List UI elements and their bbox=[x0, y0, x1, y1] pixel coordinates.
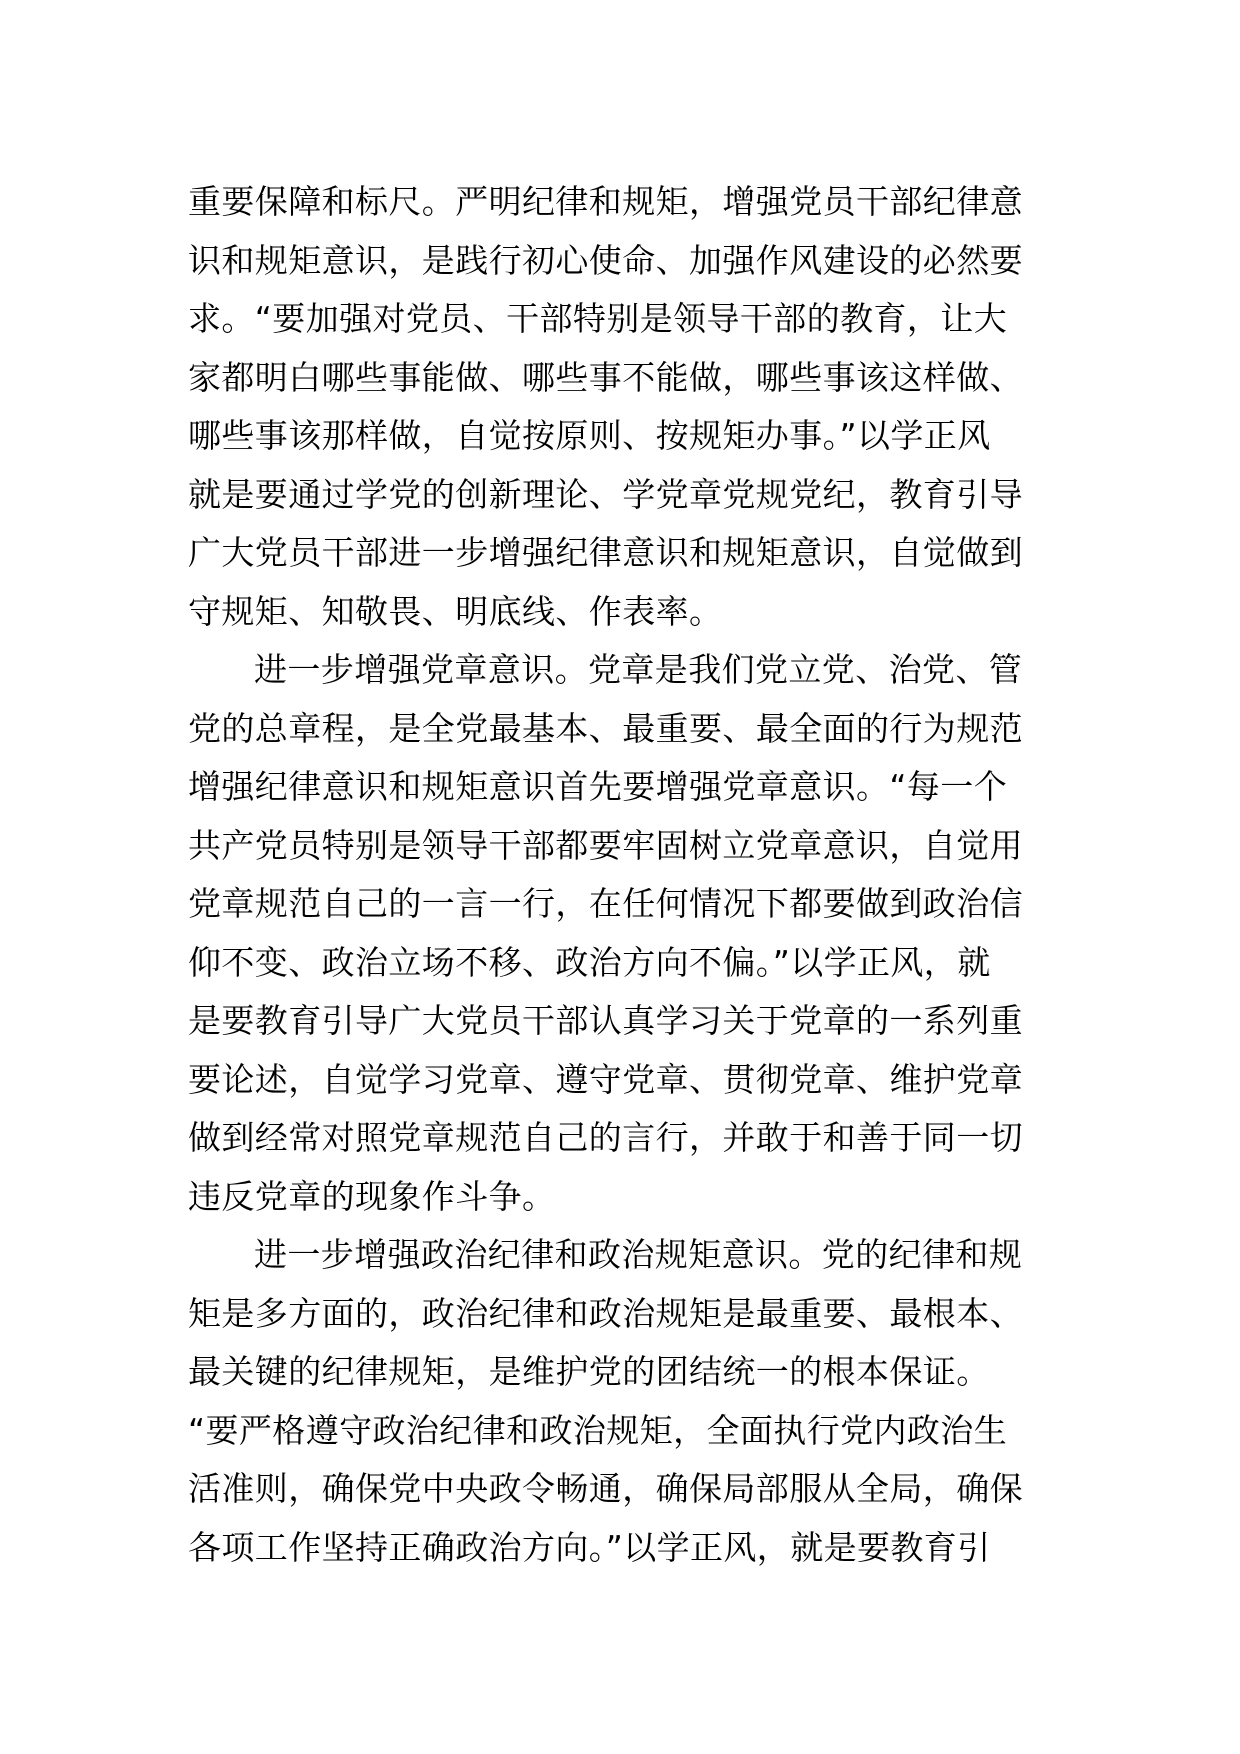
text-line: 最关键的纪律规矩，是维护党的团结统一的根本保证。 bbox=[188, 1352, 990, 1391]
text-line: 是要教育引导广大党员干部认真学习关于党章的一系列重 bbox=[188, 1001, 1023, 1040]
text-line: “要严格遵守政治纪律和政治规矩，全面执行党内政治生 bbox=[188, 1410, 1008, 1450]
text-line: 违反党章的现象作斗争。 bbox=[188, 1176, 556, 1216]
text-line: 家都明白哪些事能做、哪些事不能做，哪些事该这样做、 bbox=[188, 357, 1023, 397]
text-line: 识和规矩意识，是践行初心使命、加强作风建设的必然要 bbox=[188, 240, 1023, 280]
text-line: 活准则，确保党中央政令畅通，确保局部服从全局，确保 bbox=[188, 1469, 1023, 1508]
body-text bbox=[188, 173, 1068, 1577]
text-line: 做到经常对照党章规范自己的言行，并敢于和善于同一切 bbox=[188, 1118, 1023, 1157]
text-line: 仰不变、政治立场不移、政治方向不偏。”以学正风，就 bbox=[188, 942, 991, 982]
paragraph-start-line: 进一步增强党章意识。党章是我们党立党、治党、管 bbox=[254, 650, 1023, 689]
paragraph-start-line: 进一步增强政治纪律和政治规矩意识。党的纪律和规 bbox=[254, 1235, 1023, 1274]
text-line: 重要保障和标尺。严明纪律和规矩，增强党员干部纪律意 bbox=[188, 182, 1023, 221]
text-line: 党的总章程，是全党最基本、最重要、最全面的行为规范 bbox=[188, 708, 1023, 748]
text-line: 要论述，自觉学习党章、遵守党章、贯彻党章、维护党章 bbox=[188, 1059, 1023, 1099]
text-line: 哪些事该那样做，自觉按原则、按规矩办事。”以学正风 bbox=[188, 416, 991, 455]
text-line: 就是要通过学党的创新理论、学党章党规党纪，教育引导 bbox=[188, 474, 1023, 514]
text-line: 增强纪律意识和规矩意识首先要增强党章意识。“每一个 bbox=[188, 767, 1008, 806]
text-line: 广大党员干部进一步增强纪律意识和规矩意识，自觉做到 bbox=[188, 533, 1023, 572]
text-line: 求。“要加强对党员、干部特别是领导干部的教育，让大 bbox=[188, 299, 1008, 338]
text-line: 党章规范自己的一言一行，在任何情况下都要做到政治信 bbox=[188, 884, 1023, 923]
text-line: 各项工作坚持正确政治方向。”以学正风，就是要教育引 bbox=[188, 1527, 991, 1567]
text-line: 共产党员特别是领导干部都要牢固树立党章意识，自觉用 bbox=[188, 825, 1023, 865]
text-line: 守规矩、知敬畏、明底线、作表率。 bbox=[188, 591, 723, 631]
text-line: 矩是多方面的，政治纪律和政治规矩是最重要、最根本、 bbox=[188, 1293, 1023, 1333]
